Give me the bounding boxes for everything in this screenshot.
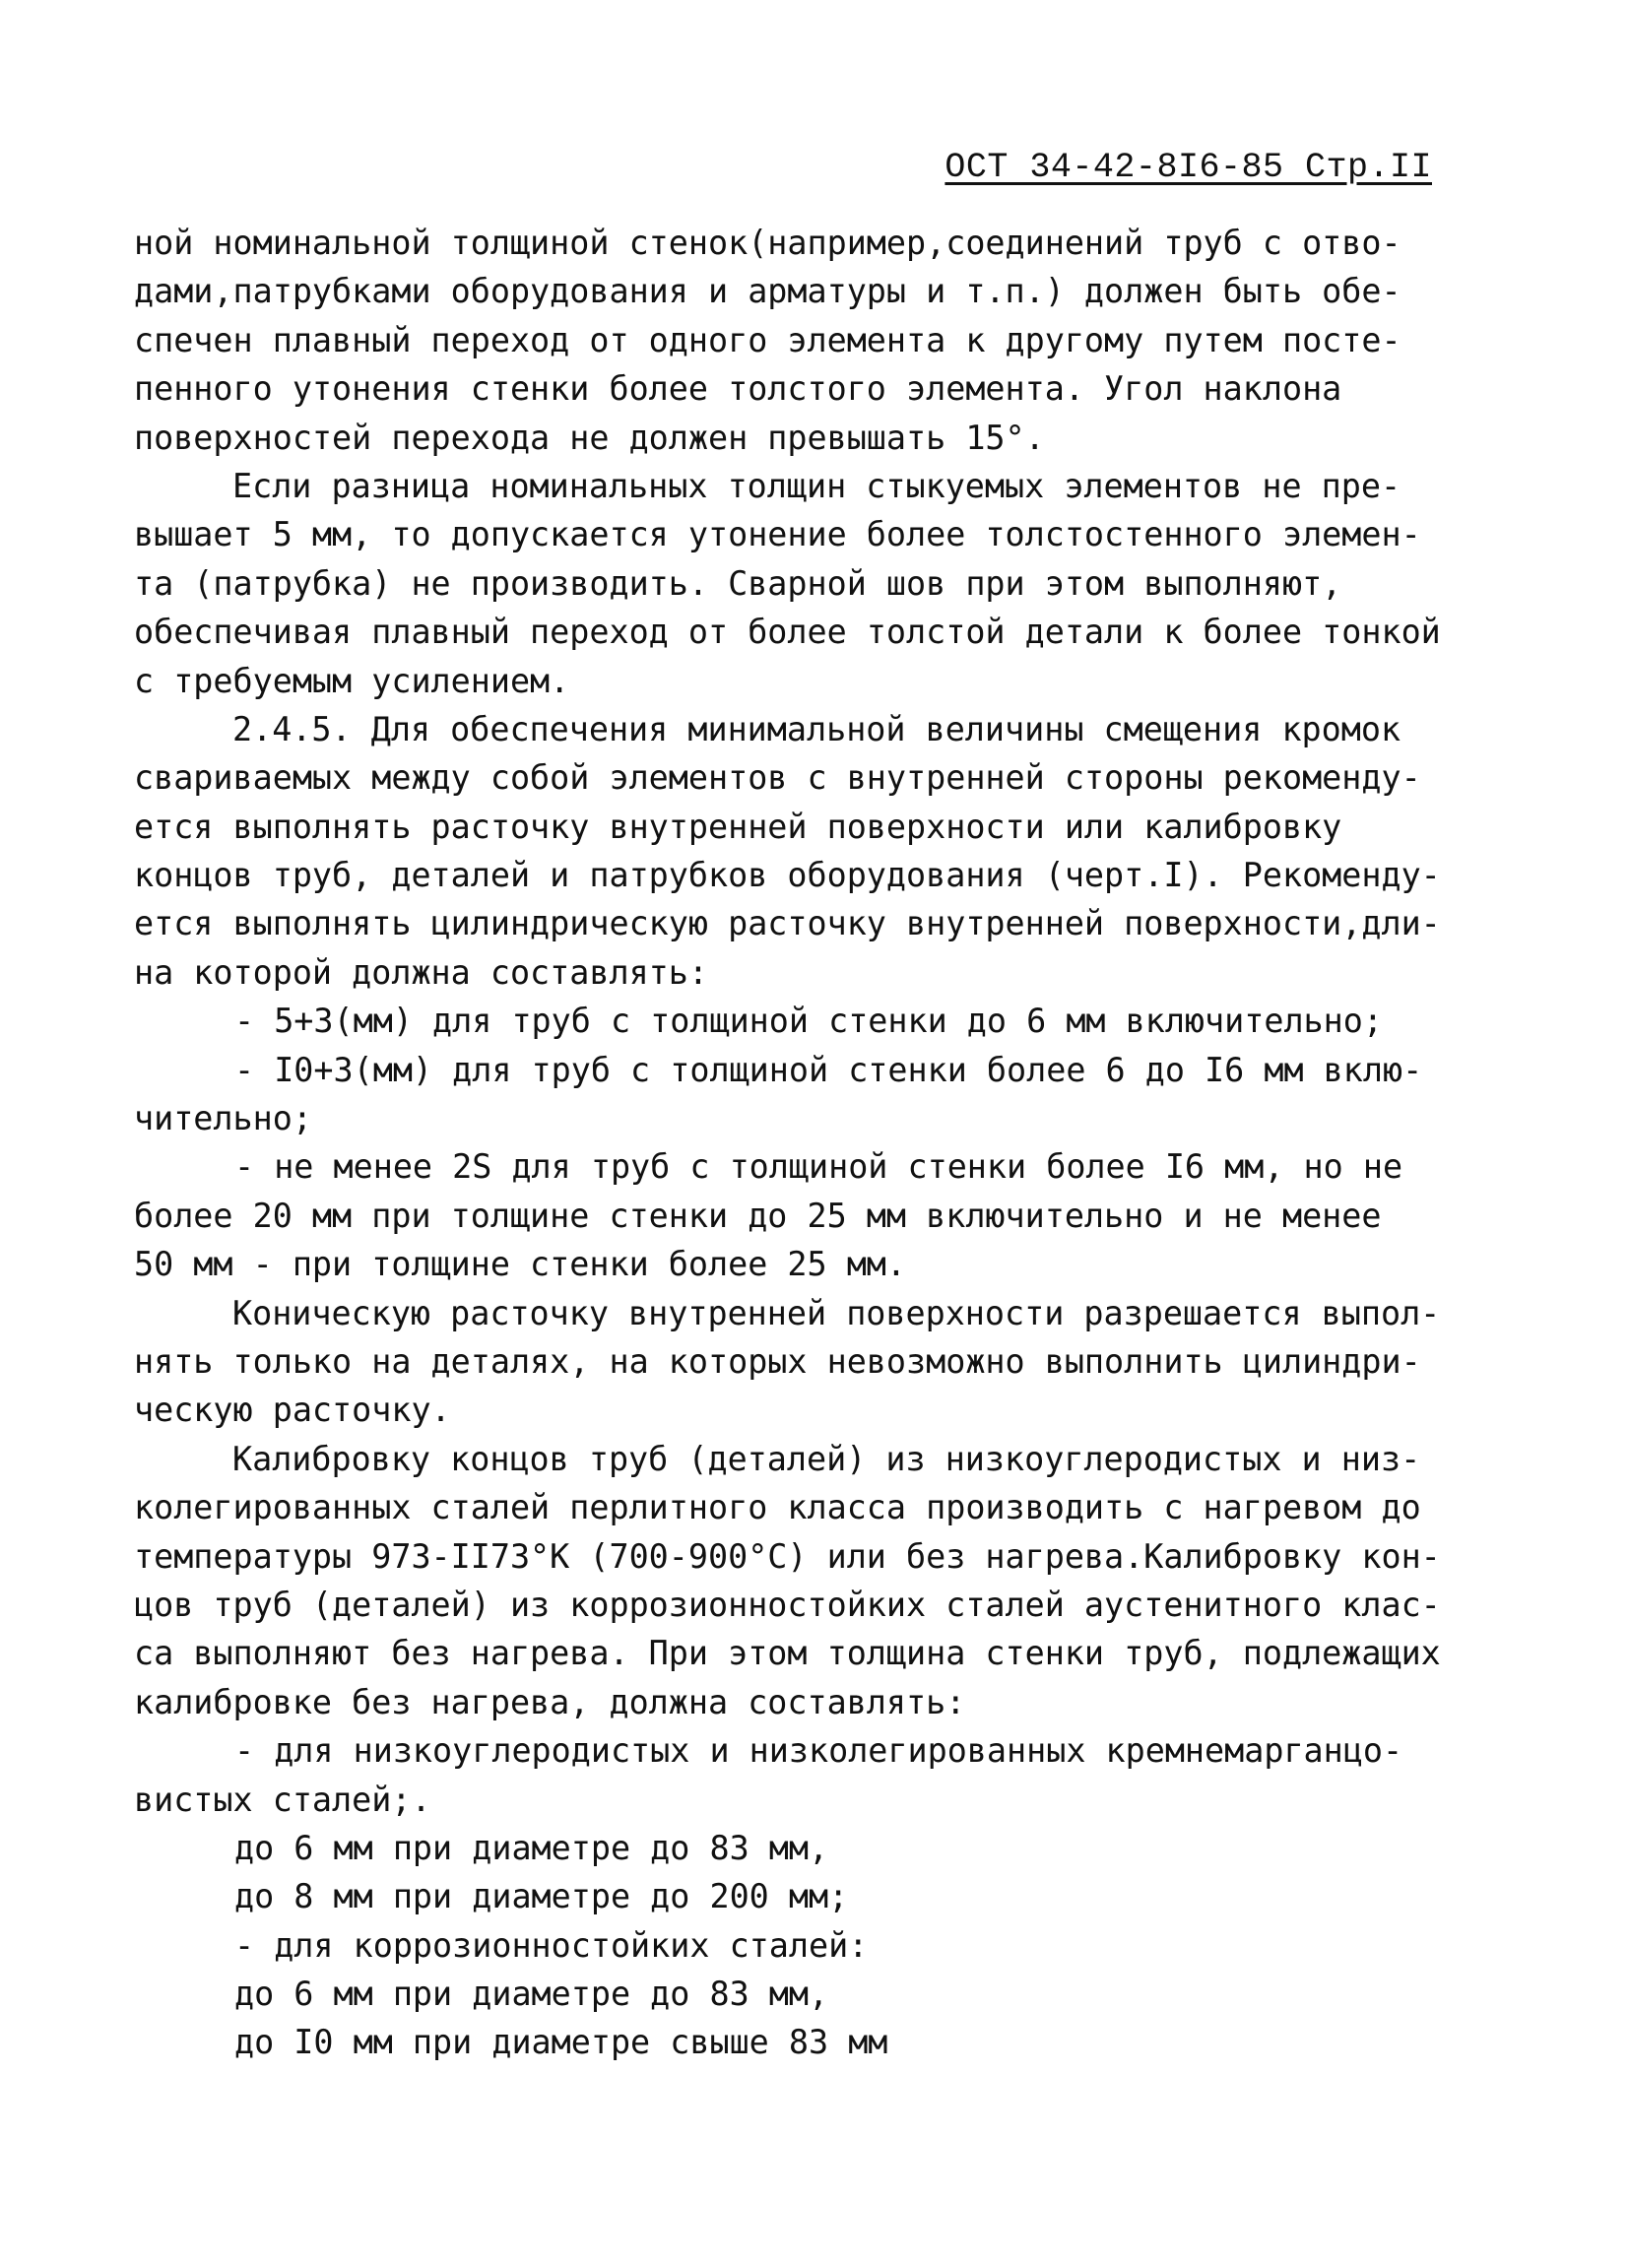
text-line: цов труб (деталей) из коррозионностойких сталей аустенитного клас-	[134, 1585, 1441, 1624]
list-item-line: до 6 мм при диаметре до 83 мм,	[234, 1828, 829, 1867]
text-line: чительно;	[134, 1099, 312, 1138]
page-header: ОСТ 34-42-8I6-85 Стр.II	[945, 148, 1432, 187]
text-line: с требуемым усилением.	[134, 661, 570, 700]
list-item-line: - I0+3(мм) для труб с толщиной стенки более 6 до I6 мм вклю-	[234, 1050, 1423, 1089]
body-text	[134, 219, 1444, 2067]
text-line: на которой должна составлять:	[134, 952, 708, 992]
text-line: ется выполнять цилиндрическую расточку внутренней поверхности,дли-	[134, 904, 1441, 943]
text-line: концов труб, деталей и патрубков оборудования (черт.I). Рекоменду-	[134, 856, 1441, 895]
text-line: са выполняют без нагрева. При этом толщина стенки труб, подлежащих	[134, 1634, 1441, 1673]
text-line: свариваемых между собой элементов с внутренней стороны рекоменду-	[134, 758, 1421, 798]
text-line: Если разница номинальных толщин стыкуемых элементов не пре-	[232, 466, 1401, 505]
text-line: колегированных сталей перлитного класса производить с нагревом до	[134, 1488, 1421, 1527]
list-item-line: - для низкоуглеродистых и низколегированных кремнемарганцо-	[234, 1731, 1403, 1771]
text-line: вистых сталей;.	[134, 1780, 431, 1819]
text-line: пенного утонения стенки более толстого элемента. Угол наклона	[134, 369, 1342, 409]
text-line: Коническую расточку внутренней поверхности разрешается выпол-	[232, 1293, 1441, 1332]
list-item-line: до 6 мм при диаметре до 83 мм,	[234, 1975, 829, 2014]
text-line: температуры 973-II73°К (700-900°С) или без нагрева.Калибровку кон-	[134, 1536, 1441, 1576]
section-2-4-5-line: 2.4.5. Для обеспечения минимальной величины смещения кромок	[232, 709, 1401, 748]
text-line: калибровке без нагрева, должна составлять:	[134, 1682, 966, 1721]
list-item-line: - не менее 2S для труб с толщиной стенки более I6 мм, но не	[234, 1147, 1403, 1187]
text-line: 50 мм - при толщине стенки более 25 мм.	[134, 1245, 907, 1284]
text-line: Калибровку концов труб (деталей) из низкоуглеродистых и низ-	[232, 1439, 1421, 1478]
list-item-line: до 8 мм при диаметре до 200 мм;	[234, 1877, 849, 1916]
list-item-line: до I0 мм при диаметре свыше 83 мм	[234, 2023, 888, 2062]
text-line: та (патрубка) не производить. Сварной шов при этом выполняют,	[134, 563, 1342, 603]
text-line: обеспечивая плавный переход от более толстой детали к более тонкой	[134, 613, 1441, 652]
text-line: ется выполнять расточку внутренней поверхности или калибровку	[134, 807, 1342, 846]
list-item-line: - 5+3(мм) для труб с толщиной стенки до 6 мм включительно;	[234, 1002, 1383, 1041]
list-item-line: - для коррозионностойких сталей:	[234, 1925, 869, 1965]
text-line: поверхностей перехода не должен превышать 15°.	[134, 418, 1045, 457]
text-line: вышает 5 мм, то допускается утонение более толстостенного элемен-	[134, 515, 1421, 554]
text-line: ческую расточку.	[134, 1391, 451, 1430]
text-line: дами,патрубками оборудования и арматуры и т.п.) должен быть обе-	[134, 272, 1401, 311]
text-line: спечен плавный переход от одного элемента к другому путем посте-	[134, 320, 1401, 359]
text-line: более 20 мм при толщине стенки до 25 мм включительно и не менее	[134, 1196, 1382, 1235]
text-line: ной номинальной толщиной стенок(например,соединений труб с отво-	[134, 224, 1401, 262]
text-line: нять только на деталях, на которых невозможно выполнить цилиндри-	[134, 1341, 1421, 1381]
